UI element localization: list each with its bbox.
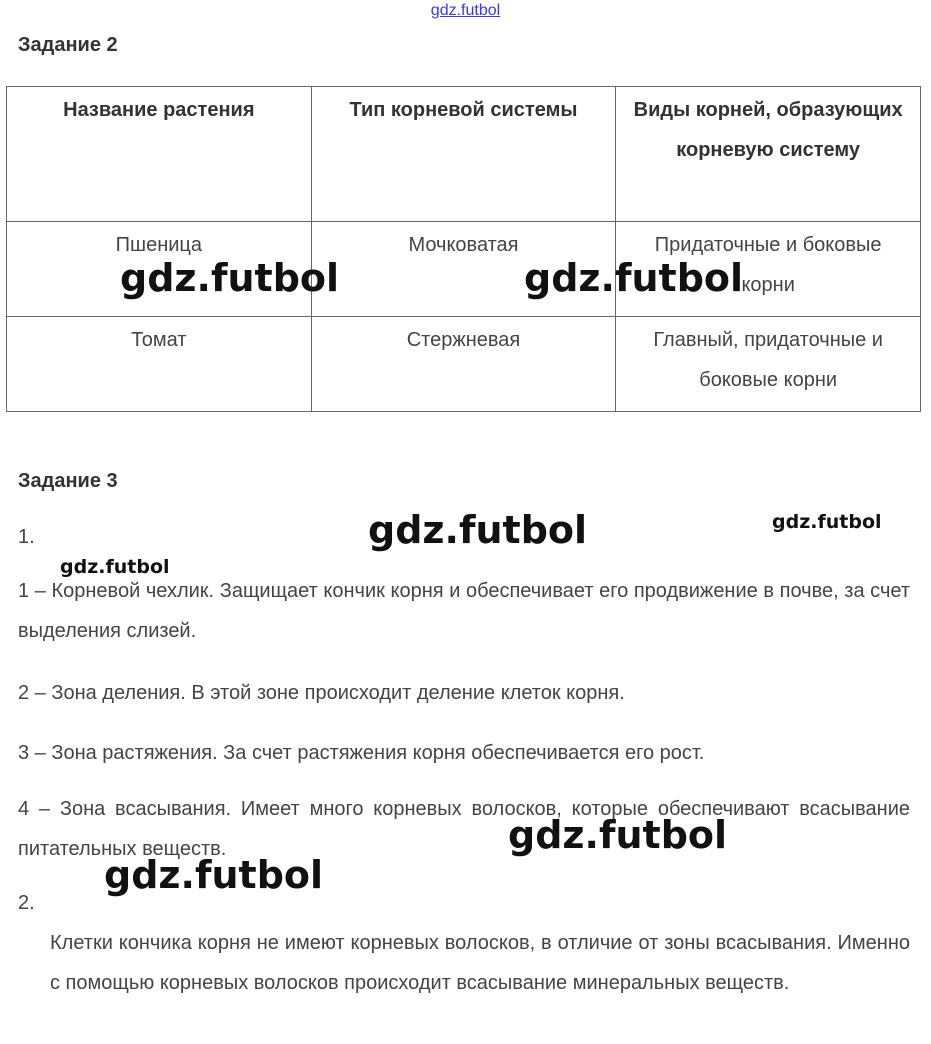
item1-line-1: 1 – Корневой чехлик. Защищает кончик корня и обеспечивает его продвижение в почве, за счет выделения слизей. [18,580,910,642]
header-root-kinds: Виды корней, образующих корневую систему [616,87,921,222]
item1-number: 1. [18,526,35,548]
cell-type: Стержневая [311,317,616,412]
watermark: gdz.futbol [120,256,340,300]
task3-title: Задание 3 [18,470,118,492]
roots-table [6,86,921,412]
header-root-system-type: Тип корневой системы [311,87,616,222]
site-link[interactable]: gdz.futbol [430,2,501,19]
watermark: gdz.futbol [104,853,324,897]
cell-kinds: Главный, придаточные и боковые корни [616,317,921,412]
watermark: gdz.futbol [772,511,882,533]
item1-line-4: 4 – Зона всасывания. Имеет много корневых волосков, которые обеспечивают всасывание питательных веществ. [18,798,910,860]
watermark: gdz.futbol [524,256,744,300]
watermark: gdz.futbol [60,556,170,578]
cell-type: Мочковатая [311,222,616,317]
table-header-row [7,87,921,222]
table-row [7,317,921,412]
item1-line-2: 2 – Зона деления. В этой зоне происходит деление клеток корня. [18,682,625,704]
watermark: gdz.futbol [368,508,588,552]
cell-plant: Пшеница [7,222,312,317]
watermark: gdz.futbol [508,813,728,857]
item2-text: Клетки кончика корня не имеют корневых волосков, в отличие от зоны всасывания. Именно с помощью корневых волосков происходит всасывание минеральных веществ. [50,932,910,994]
task2-title: Задание 2 [18,34,118,56]
cell-kinds: Придаточные и боковые корни [616,222,921,317]
item2-number: 2. [18,892,35,914]
cell-plant: Томат [7,317,312,412]
item1-line-3: 3 – Зона растяжения. За счет растяжения корня обеспечивается его рост. [18,742,705,764]
header-plant-name: Название растения [7,87,312,222]
